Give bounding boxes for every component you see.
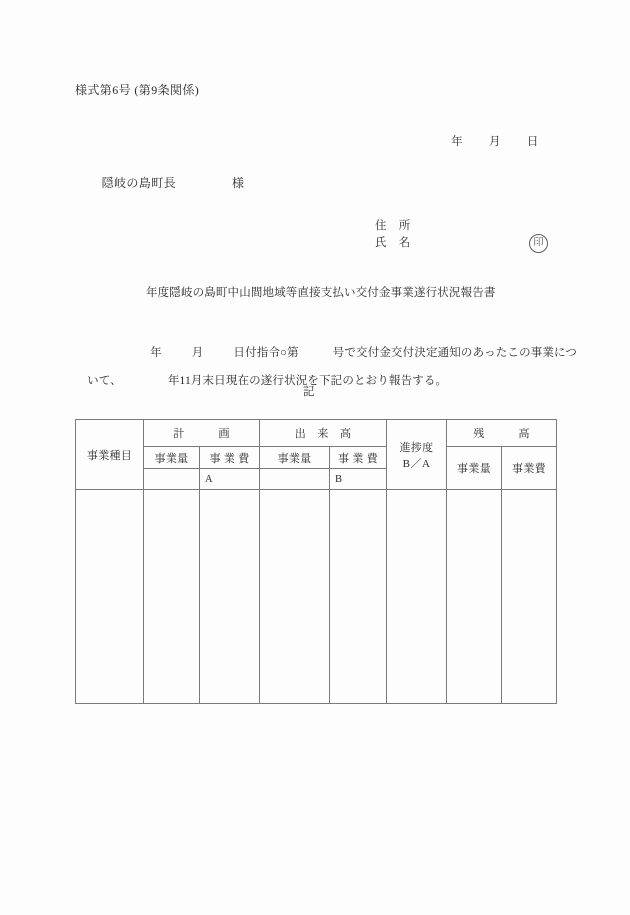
sender-address-label: 住 所: [375, 220, 411, 232]
record-marker: 記: [303, 386, 315, 398]
header-output-qty-spacer: [260, 469, 330, 490]
table-row[interactable]: [76, 490, 557, 704]
sender-name-label: 氏 名: [375, 237, 411, 249]
header-plan-cost-mark-cell: [200, 469, 260, 490]
body-line1-tail: 号で交付金交付決定通知のあったこの事業につ: [332, 346, 578, 359]
header-plan-qty-spacer: [144, 469, 200, 490]
cell-plan-qty[interactable]: [144, 490, 200, 704]
body-line2-tail: 年11月末日現在の遂行状況を下記のとおり報告する。: [167, 374, 448, 387]
header-progress-label: 進捗度: [399, 441, 434, 454]
header-remaining: 残 高: [447, 420, 557, 447]
header-plan-cost: 事 業 費: [200, 447, 260, 469]
header-output-qty: 事業量: [260, 447, 330, 469]
cell-plan-cost[interactable]: [200, 490, 260, 704]
header-output-cost-mark: B: [335, 473, 343, 485]
header-plan-cost-mark: A: [205, 473, 213, 485]
addressee: [88, 159, 244, 208]
body-paragraph-line-2: [75, 358, 447, 405]
document-title: 年度隠岐の島町中山間地域等直接支払い交付金事業遂行状況報告書: [146, 287, 496, 299]
header-item: 事業種目: [76, 420, 144, 490]
body-order-label: 日付指令○第: [233, 346, 299, 359]
header-output-cost-mark-cell: [330, 469, 387, 490]
header-remaining-cost: 事業費: [502, 447, 557, 490]
body-month-label: 月: [191, 346, 204, 359]
header-remaining-qty: 事業量: [447, 447, 502, 490]
cell-output-qty[interactable]: [260, 490, 330, 704]
cell-remaining-qty[interactable]: [447, 490, 502, 704]
cell-progress[interactable]: [387, 490, 447, 704]
addressee-honorific: 様: [232, 176, 245, 191]
progress-report-table: [75, 419, 557, 704]
seal-icon: 印: [529, 234, 548, 253]
date-day-label: 日: [526, 135, 539, 148]
cell-remaining-cost[interactable]: [502, 490, 557, 704]
header-progress-formula: B／A: [402, 457, 431, 470]
body-year-label: 年: [150, 346, 162, 359]
header-plan: 計 画: [144, 420, 260, 447]
table-header-row-top: [76, 420, 557, 447]
cell-output-cost[interactable]: [330, 490, 387, 704]
date-line: [438, 119, 539, 166]
date-month-label: 月: [489, 135, 501, 148]
table-header-row-sub: [76, 447, 557, 469]
header-plan-qty: 事業量: [144, 447, 200, 469]
header-progress: [387, 420, 447, 490]
date-year-label: 年: [451, 135, 464, 148]
form-number: 様式第6号 (第9条関係): [75, 83, 200, 97]
cell-item[interactable]: [76, 490, 144, 704]
header-output-cost: 事 業 費: [330, 447, 387, 469]
header-output: 出 来 高: [260, 420, 387, 447]
addressee-name: 隠岐の島町長: [101, 176, 177, 191]
body-line2-head: いて、: [87, 374, 122, 387]
